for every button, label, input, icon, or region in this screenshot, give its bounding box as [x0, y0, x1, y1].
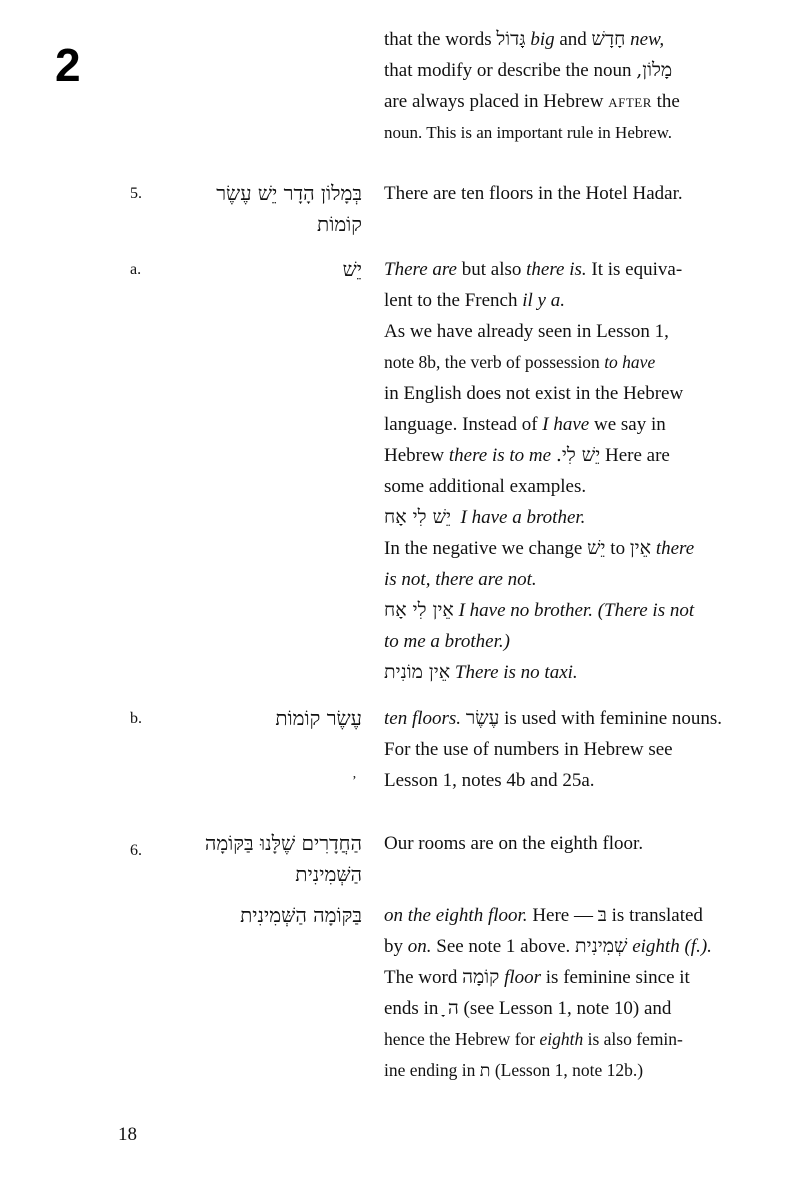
hebrew-example: אֵין לִי אָח: [384, 599, 454, 621]
hebrew-example: יֵשׁ לִי אָח: [384, 506, 452, 528]
text: that modify or describe the noun: [384, 60, 632, 81]
note-label: a.: [130, 261, 142, 278]
hebrew-example: אֵין מוֹנִית: [384, 661, 451, 683]
text: is used with feminine nouns.: [504, 708, 723, 729]
text: As we have already seen in Lesson 1,: [384, 321, 669, 342]
text: to have: [604, 352, 656, 372]
text: and: [559, 29, 587, 50]
hebrew-term: יֵשׁ: [342, 257, 362, 281]
text: eighth: [539, 1029, 584, 1049]
text: I have: [542, 414, 590, 435]
text: is translated: [611, 905, 703, 926]
text: (There is not: [597, 600, 695, 621]
text: by: [384, 936, 403, 957]
hebrew-word: חָדָשׁ: [591, 28, 626, 50]
hebrew-word: שְׁמִינִית: [575, 935, 628, 957]
text: Hebrew: [384, 445, 445, 466]
text: It is equiva-: [591, 259, 683, 280]
note-a-text: [384, 254, 754, 688]
text: to: [610, 538, 626, 559]
text: (Lesson 1, note 12b.): [494, 1060, 644, 1080]
text: eighth: [632, 936, 680, 957]
text: noun. This is an important rule in Hebrew.: [384, 123, 673, 142]
text: language. Instead of: [384, 414, 538, 435]
text: on.: [407, 936, 432, 957]
text: there: [655, 538, 695, 559]
text: Here are: [604, 445, 670, 466]
text: lent to the French: [384, 290, 518, 311]
text: For the use of numbers in Hebrew see: [384, 739, 673, 760]
page-number: 18: [118, 1124, 137, 1145]
hebrew-prefix: בּ: [597, 904, 607, 926]
text: are always placed in Hebrew: [384, 91, 604, 112]
text: is also femin-: [587, 1029, 683, 1049]
text: there is.: [526, 259, 587, 280]
note-label: b.: [130, 710, 142, 727]
hebrew-line: הַשְּׁמִינִית: [295, 862, 362, 886]
entry-number: 5.: [130, 185, 142, 202]
text: we say in: [593, 414, 666, 435]
hebrew-word: אֵין: [629, 537, 652, 559]
hebrew-term: בַּקּוֹמָה הַשְּׁמִינִית: [240, 903, 362, 927]
text: floor: [504, 967, 542, 988]
text: ends in: [384, 998, 439, 1019]
text: In the negative we change: [384, 538, 583, 559]
hebrew-letter: ת: [479, 1061, 491, 1081]
hebrew-word: קוֹמָה: [462, 966, 500, 988]
text: the: [656, 91, 680, 112]
text: There are ten floors in the Hotel Hadar.: [384, 183, 683, 204]
text: (f.).: [684, 936, 712, 957]
text: There are: [384, 259, 457, 280]
note-b-text: [384, 703, 754, 796]
text: I have a brother.: [460, 507, 586, 528]
text: on the eighth floor.: [384, 905, 528, 926]
entry-number: 6.: [130, 842, 142, 859]
emphasis-after: after: [608, 91, 652, 112]
text: ine ending in: [384, 1060, 476, 1080]
note-6-text: [384, 900, 754, 1087]
hebrew-word: מָלוֹן,: [636, 59, 673, 81]
text: The word: [384, 967, 458, 988]
text: new,: [630, 29, 665, 50]
text: in English does not exist in the Hebrew: [384, 383, 684, 404]
text: but also: [461, 259, 522, 280]
text: to me a brother.): [384, 631, 510, 652]
hebrew-word: גָּדוֹל: [496, 28, 526, 50]
text: there is to me: [448, 445, 552, 466]
text: There is no taxi.: [454, 662, 578, 683]
text: ten floors.: [384, 708, 462, 729]
hebrew-word: עֶשֶׂר: [465, 707, 500, 729]
hebrew-word: יֵשׁ: [587, 537, 606, 559]
hebrew-letter: ה ָ: [443, 997, 459, 1019]
translation: [384, 828, 754, 859]
hebrew-word: יֵשׁ לִי.: [555, 444, 601, 466]
hebrew-line: הַחֲדָרִים שֶׁלָּנוּ בַּקּוֹמָה: [204, 831, 362, 855]
hebrew-term: עֶשֶׂר קוֹמוֹת: [275, 706, 362, 730]
text: I have no brother.: [458, 600, 593, 621]
text: note 8b, the verb of possession: [384, 352, 600, 372]
intro-paragraph: [384, 24, 754, 148]
text: some additional examples.: [384, 476, 587, 497]
hebrew-sentence: [172, 178, 362, 240]
text: (see Lesson 1, note 10) and: [463, 998, 672, 1019]
text: big: [530, 29, 555, 50]
text: hence the Hebrew for: [384, 1029, 536, 1049]
chapter-number: 2: [55, 39, 81, 91]
text: il y a.: [522, 290, 565, 311]
text: Lesson 1, notes 4b and 25a.: [384, 770, 595, 791]
text: is not, there are not.: [384, 569, 537, 590]
text: is feminine since it: [545, 967, 690, 988]
hebrew-line: קוֹמוֹת: [317, 212, 362, 236]
text: Here —: [532, 905, 593, 926]
text: See note 1 above.: [436, 936, 571, 957]
text: Our rooms are on the eighth floor.: [384, 833, 644, 854]
hebrew-line: בְּמָלוֹן הָדָר יֵשׁ עֶשֶׂר: [216, 181, 362, 205]
text: that the words: [384, 29, 492, 50]
translation: [384, 178, 754, 209]
margin-mark: ’: [352, 774, 357, 789]
hebrew-sentence: [172, 828, 362, 890]
